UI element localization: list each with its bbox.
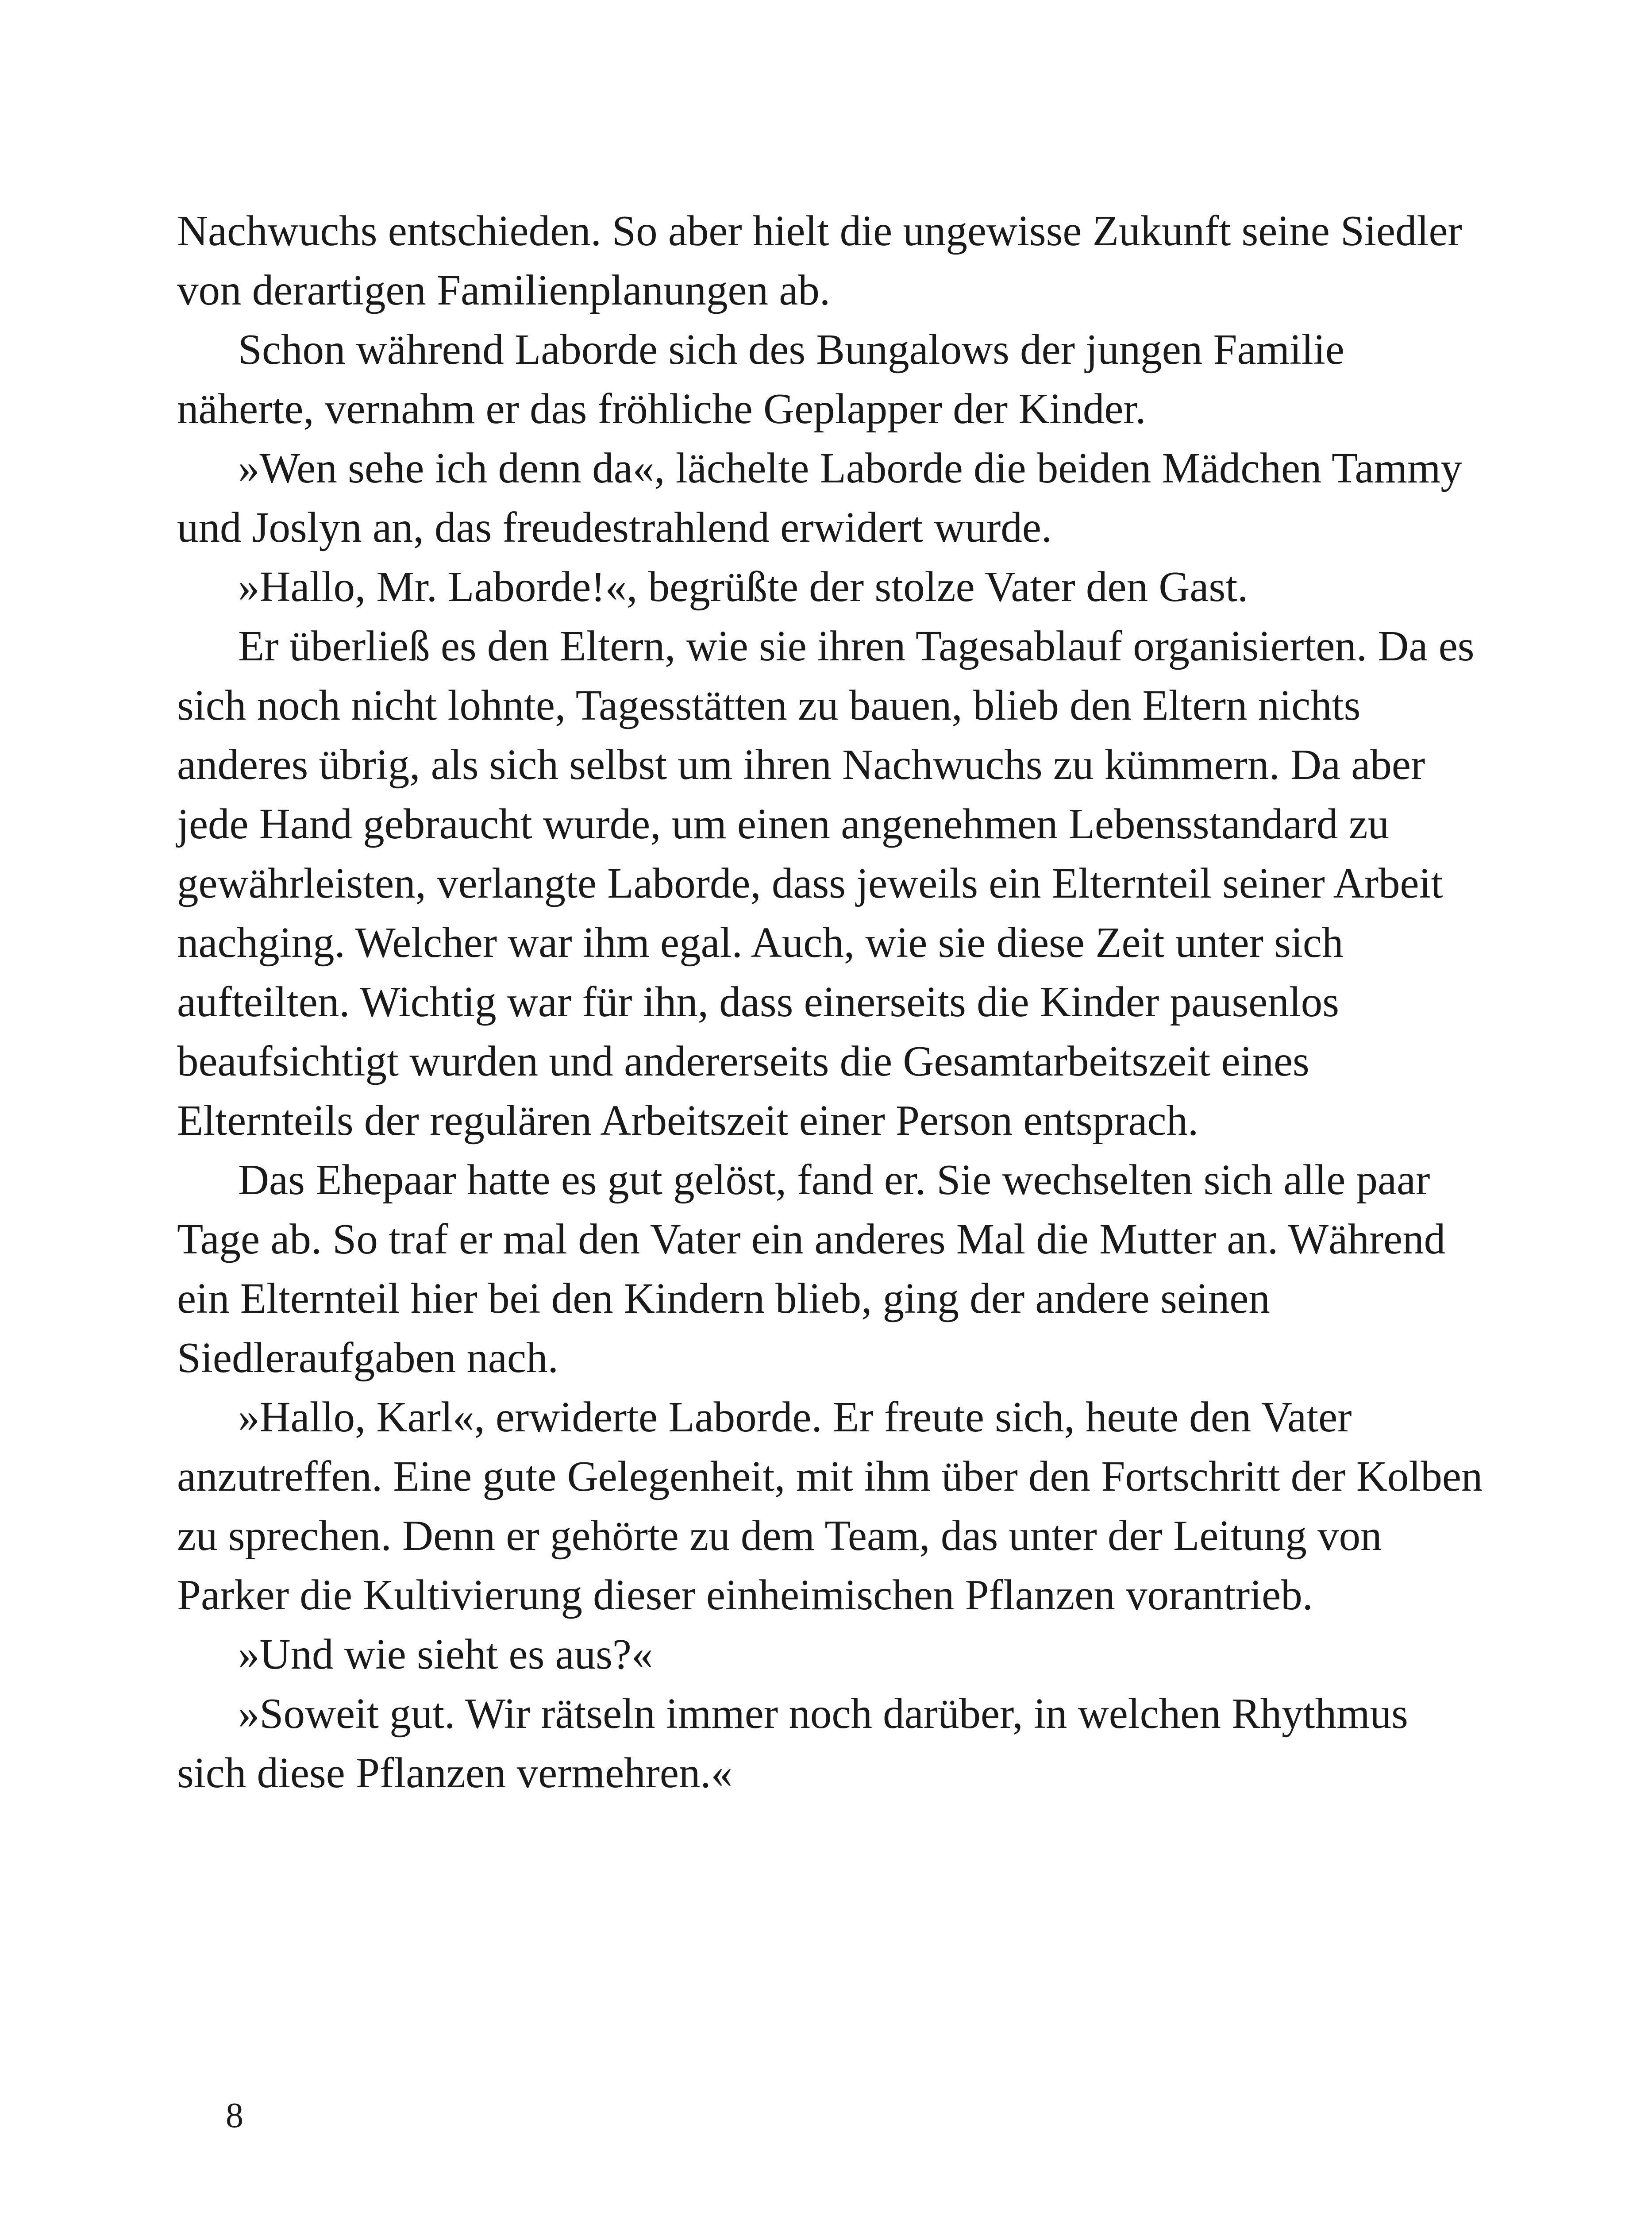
paragraph: »Und wie sieht es aus?«: [238, 1631, 653, 1678]
paragraph: »Soweit gut. Wir rätseln immer noch darüber, in welchen Rhythmus sich diese Pflanzen vermehren.«: [177, 1690, 1408, 1797]
paragraph: »Hallo, Karl«, erwiderte Laborde. Er freute sich, heute den Vater anzutreffen. Eine gute Gelegenheit, mit ihm über den Fortschritt der Kolben zu sprechen. Denn er gehörte zu dem Team, das unter der Leitung von Parker die Kultivierung dieser einheimischen Pflanzen vorantrieb.: [177, 1393, 1483, 1619]
paragraph: »Wen sehe ich denn da«, lächelte Laborde die beiden Mädchen Tammy und Joslyn an, das freudestrahlend erwidert wurde.: [177, 444, 1462, 551]
paragraph: »Hallo, Mr. Laborde!«, begrüßte der stolze Vater den Gast.: [238, 563, 1248, 610]
paragraph: Schon während Laborde sich des Bungalows der jungen Familie näherte, vernahm er das fröhliche Geplapper der Kinder.: [177, 326, 1344, 432]
body-text: [177, 201, 1487, 1803]
paragraph: Das Ehepaar hatte es gut gelöst, fand er. Sie wechselten sich alle paar Tage ab. So traf er mal den Vater ein anderes Mal die Mutter an. Während ein Elternteil hier bei den Kindern blieb, ging der andere seinen Siedleraufgaben nach.: [177, 1156, 1446, 1381]
paragraph: Er überließ es den Eltern, wie sie ihren Tagesablauf organisierten. Da es sich noch nicht lohnte, Tagesstätten zu bauen, blieb den Eltern nichts anderes übrig, als sich selbst um ihren Nachwuchs zu kümmern. Da aber jede Hand gebraucht wurde, um einen angenehmen Lebensstandard zu gewährleisten, verlangte Laborde, dass jeweils ein Elternteil seiner Arbeit nachging. Welcher war ihm egal. Auch, wie sie diese Zeit unter sich aufteilten. Wichtig war für ihn, dass einerseits die Kinder pausenlos beaufsichtigt wurden und andererseits die Gesamtarbeitszeit eines Elternteils der regulären Arbeitszeit einer Person entsprach.: [177, 622, 1475, 1144]
page-number: 8: [226, 2096, 243, 2135]
paragraph: Nachwuchs entschieden. So aber hielt die ungewisse Zukunft seine Siedler von derartigen Familienplanungen ab.: [177, 207, 1462, 314]
